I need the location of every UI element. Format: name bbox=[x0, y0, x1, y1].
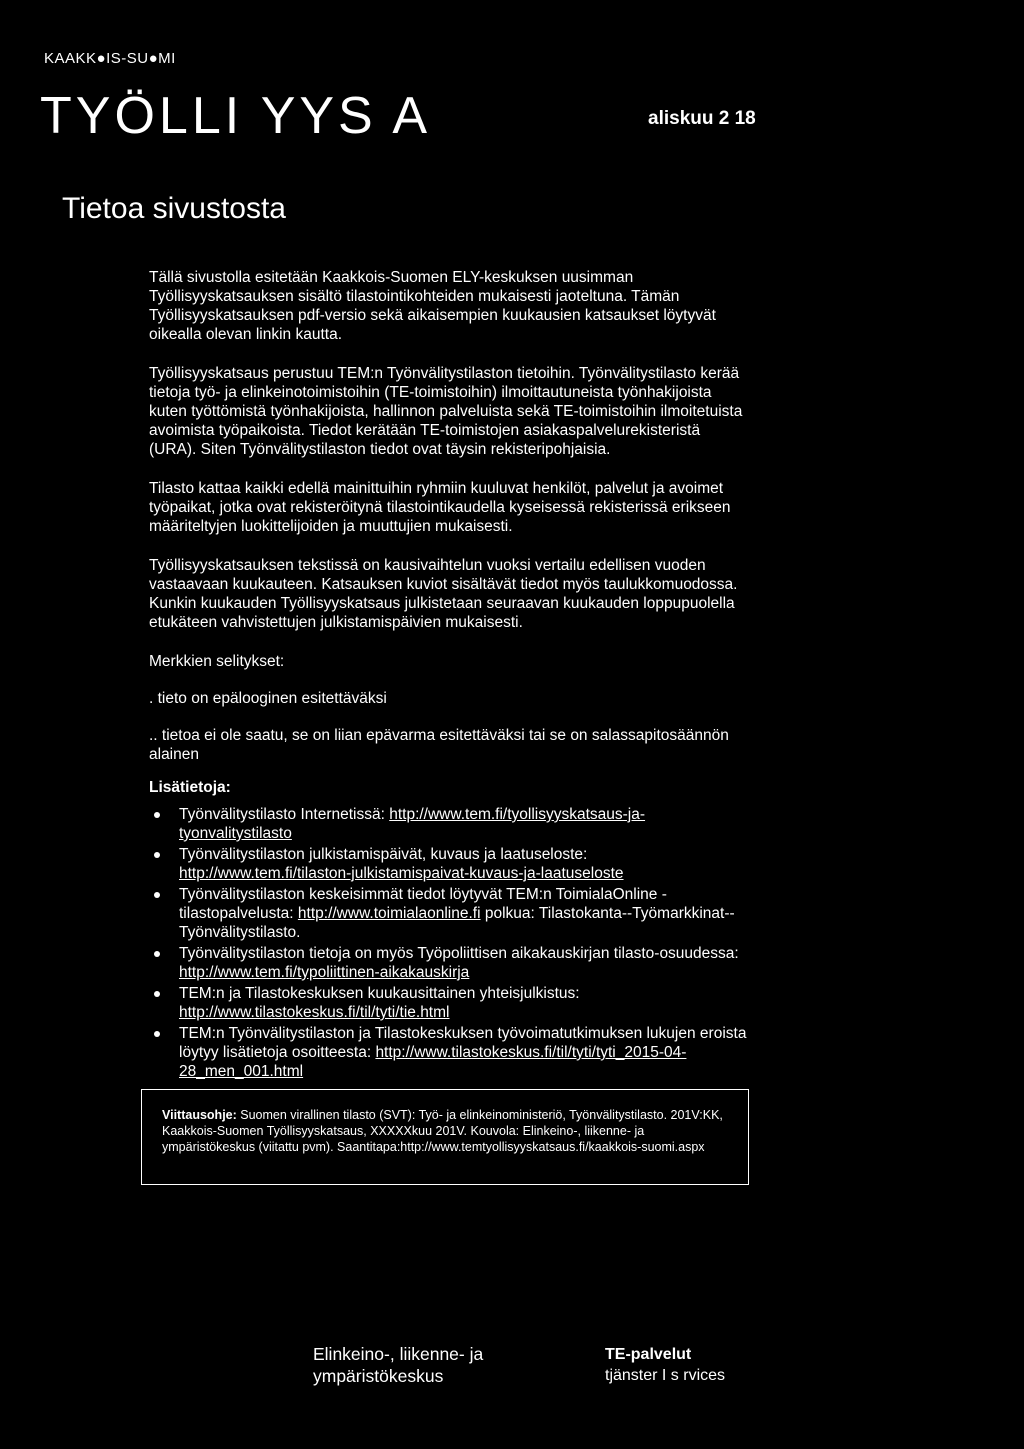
publication-date: aliskuu 2 18 bbox=[648, 108, 756, 129]
te-logo-line-1: TE-palvelut bbox=[605, 1346, 692, 1363]
list-item bbox=[149, 845, 749, 883]
item-text: TEM:n Työnvälitystilaston ja Tilastokeskuksen työvoimatutkimuksen lukujen eroista löytyy lisätietoja osoitteesta: bbox=[179, 1025, 747, 1061]
citation-text: Suomen virallinen tilasto (SVT): Työ- ja elinkeinoministeriö, Työnvälitystilasto. 201V:KK, Kaakkois-Suomen Työllisyyskatsaus, XXXXXkuu 201V. Kouvola: Elinkeino-, liikenne- ja ympäristökeskus (viitattu pvm). Saantitapa:http://www.temtyollisyyskatsaus.fi/kaakkois-suomi.aspx bbox=[162, 1108, 723, 1154]
bullet-icon bbox=[154, 892, 160, 898]
list-item bbox=[149, 885, 749, 942]
list-item bbox=[149, 944, 749, 982]
more-info-list bbox=[149, 805, 749, 1081]
list-item bbox=[149, 805, 749, 843]
bullet-icon bbox=[154, 1031, 160, 1037]
citation-box bbox=[141, 1089, 749, 1185]
legend-mark-single-dot: . tieto on epälooginen esitettäväksi bbox=[149, 690, 387, 707]
list-item bbox=[149, 1024, 749, 1081]
page-title: TYÖLLI YYS A bbox=[40, 87, 432, 145]
info-link[interactable]: http://www.tem.fi/tyollisyyskatsaus-ja-tyonvalitystilasto bbox=[179, 806, 646, 842]
bullet-icon bbox=[154, 951, 160, 957]
intro-text-block bbox=[149, 268, 749, 782]
section-heading: Tietoa sivustosta bbox=[62, 192, 286, 225]
paragraph-4: Työllisyyskatsauksen tekstissä on kausivaihtelun vuoksi vertailu edellisen vuoden vastaavaan kuukauteen. Katsauksen kuviot sisältävät tiedot myös taulukkomuodossa. Kunkin kuukauden Työllisyyskatsaus julkistetaan seuraavan kuukauden loppupuolella etukäteen vahvistettujen julkistamispäivien mukaisesti. bbox=[149, 557, 738, 631]
info-link[interactable]: http://www.tilastokeskus.fi/til/tyti/tyti_2015-04-28_men_001.html bbox=[179, 1044, 687, 1080]
info-link[interactable]: http://www.tem.fi/typoliittinen-aikakauskirja bbox=[179, 964, 470, 981]
te-services-logo bbox=[605, 1344, 725, 1386]
legend-label: Merkkien selitykset: bbox=[149, 653, 285, 670]
info-link[interactable]: http://www.toimialaonline.fi bbox=[297, 905, 481, 922]
info-link[interactable]: http://www.tilastokeskus.fi/til/tyti/tie.html bbox=[179, 1004, 450, 1021]
ely-centre-logo bbox=[313, 1343, 483, 1387]
info-link[interactable]: http://www.tem.fi/tilaston-julkistamispaivat-kuvaus-ja-laatuseloste bbox=[179, 865, 624, 882]
more-info-section bbox=[149, 778, 749, 1083]
list-item bbox=[149, 984, 749, 1022]
citation-label: Viittausohje: bbox=[162, 1108, 237, 1122]
item-text: Työnvälitystilasto Internetissä: bbox=[179, 806, 390, 823]
more-info-title: Lisätietoja: bbox=[149, 779, 231, 796]
item-text: Työnvälitystilaston julkistamispäivät, kuvaus ja laatuseloste: bbox=[179, 846, 588, 863]
region-label: KAAKK●IS-SU●MI bbox=[44, 50, 176, 67]
bullet-icon bbox=[154, 852, 160, 858]
paragraph-3: Tilasto kattaa kaikki edellä mainittuihin ryhmiin kuuluvat henkilöt, palvelut ja avoimet työpaikat, jotka ovat rekisteröitynä tilastointikaudella kyseisessä rekisterissä erikseen määriteltyjen luokittelijoiden ja muuttujien mukaisesti. bbox=[149, 480, 731, 535]
item-text: Työnvälitystilaston keskeisimmät tiedot löytyvät TEM:n ToimialaOnline -tilastopalvelusta: bbox=[179, 886, 667, 922]
item-text-after: polkua: Tilastokanta--Työmarkkinat--Työnvälitystilasto. bbox=[179, 905, 735, 941]
legend-mark-double-dot: .. tietoa ei ole saatu, se on liian epävarma esitettäväksi tai se on salassapitosäännön alainen bbox=[149, 727, 729, 763]
paragraph-2: Työllisyyskatsaus perustuu TEM:n Työnvälitystilaston tietoihin. Työnvälitystilasto kerää tietoja työ- ja elinkeinotoimistoihin (TE-toimistoihin) ilmoittautuneista työnhakijoista kuten työttömistä työnhakijoista, hallinnon palveluista sekä TE-toimistoihin ilmoitetuista avoimista työpaikoista. Tiedot kerätään TE-toimistojen asiakaspalvelurekisteristä (URA). Siten Työnvälitystilaston tiedot ovat täysin rekisteripohjaisia. bbox=[149, 365, 743, 458]
ely-logo-line-2: ympäristökeskus bbox=[313, 1366, 444, 1386]
te-logo-line-2: tjänster I s rvices bbox=[605, 1367, 726, 1384]
bullet-icon bbox=[154, 991, 160, 997]
item-text: Työnvälitystilaston tietoja on myös Työpoliittisen aikakauskirjan tilasto-osuudessa: bbox=[179, 945, 739, 962]
bullet-icon bbox=[154, 812, 160, 818]
ely-logo-line-1: Elinkeino-, liikenne- ja bbox=[313, 1344, 484, 1364]
paragraph-1: Tällä sivustolla esitetään Kaakkois-Suomen ELY-keskuksen uusimman Työllisyyskatsauksen sisältö tilastointikohteiden mukaisesti jaoteltuna. Tämän Työllisyyskatsauksen pdf-versio sekä aikaisempien kuukausien katsaukset löytyvät oikealla olevan linkin kautta. bbox=[149, 269, 716, 343]
item-text: TEM:n ja Tilastokeskuksen kuukausittainen yhteisjulkistus: bbox=[179, 985, 580, 1002]
